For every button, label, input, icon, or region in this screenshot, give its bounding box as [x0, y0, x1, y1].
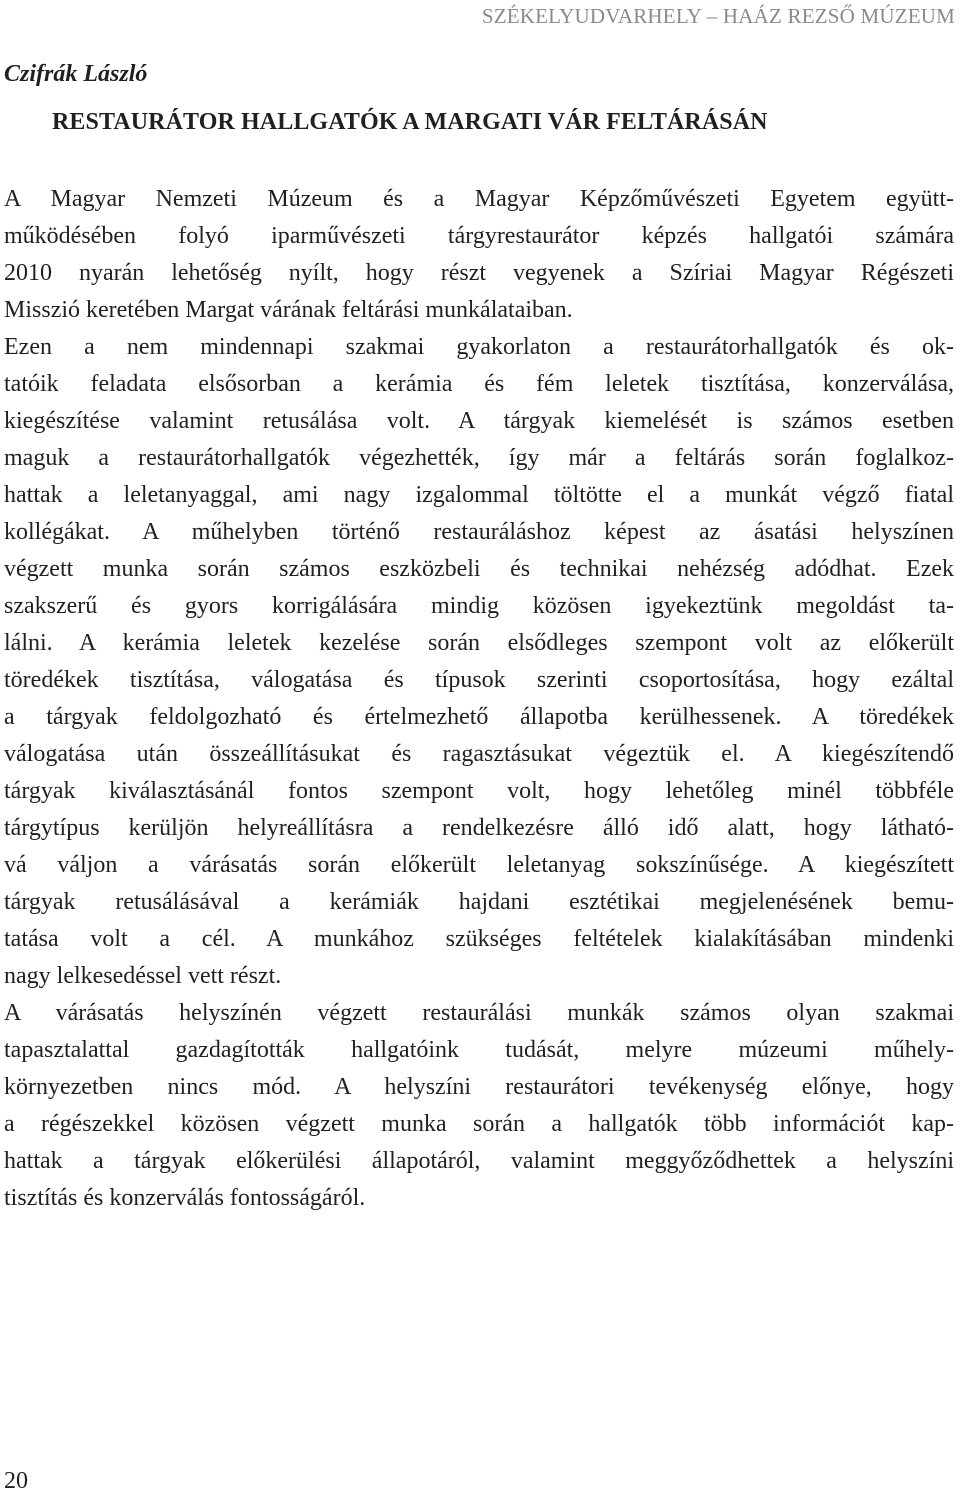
page-number: 20 [4, 1468, 28, 1494]
body-line: tatóik feladata elsősorban a kerámia és fém leletek tisztítása, konzerválása, [4, 371, 954, 397]
body-line: Ezen a nem mindennapi szakmai gyakorlaton a restaurátorhallgatók és ok- [4, 334, 954, 360]
article-title: RESTAURÁTOR HALLGATÓK A MARGATI VÁR FELTÁRÁSÁN [52, 109, 768, 135]
body-line: válogatása után összeállításukat és ragasztásukat végeztük el. A kiegészítendő [4, 741, 954, 767]
body-line: hattak a leletanyaggal, ami nagy izgalommal töltötte el a munkát végző fiatal [4, 482, 954, 508]
body-line: 2010 nyarán lehetőség nyílt, hogy részt vegyenek a Szíriai Magyar Régészeti [4, 260, 954, 286]
body-line: vá váljon a várásatás során előkerült leletanyag sokszínűsége. A kiegészített [4, 852, 954, 878]
body-line: működésében folyó iparművészeti tárgyrestaurátor képzés hallgatói számára [4, 223, 954, 249]
body-line: töredékek tisztítása, válogatása és típusok szerinti csoportosítása, hogy ezáltal [4, 667, 954, 693]
body-line: kollégákat. A műhelyben történő restauráláshoz képest az ásatási helyszínen [4, 519, 954, 545]
article-body [4, 181, 954, 1217]
body-line: A Magyar Nemzeti Múzeum és a Magyar Képzőművészeti Egyetem együtt- [4, 186, 954, 212]
body-line: tárgyak retusálásával a kerámiák hajdani esztétikai megjelenésének bemu- [4, 889, 954, 915]
body-line: nagy lelkesedéssel vett részt. [4, 963, 282, 989]
body-line: tárgytípus kerüljön helyreállításra a rendelkezésre álló idő alatt, hogy látható- [4, 815, 954, 841]
article-author: Czifrák László [4, 61, 148, 87]
body-line: a régészekkel közösen végzett munka során a hallgatók több információt kap- [4, 1111, 954, 1137]
body-line: környezetben nincs mód. A helyszíni restaurátori tevékenység előnye, hogy [4, 1074, 954, 1100]
body-line: tatása volt a cél. A munkához szükséges feltételek kialakításában mindenki [4, 926, 954, 952]
body-line: A várásatás helyszínén végzett restaurálási munkák számos olyan szakmai [4, 1000, 954, 1026]
body-line: kiegészítése valamint retusálása volt. A tárgyak kiemelését is számos esetben [4, 408, 954, 434]
body-line: Misszió keretében Margat várának feltárási munkálataiban. [4, 297, 573, 323]
body-line: tapasztalattal gazdagították hallgatóink tudását, melyre múzeumi műhely- [4, 1037, 954, 1063]
body-line: végzett munka során számos eszközbeli és technikai nehézség adódhat. Ezek [4, 556, 954, 582]
body-line: maguk a restaurátorhallgatók végezhették, így már a feltárás során foglalkoz- [4, 445, 954, 471]
body-line: hattak a tárgyak előkerülési állapotáról, valamint meggyőződhettek a helyszíni [4, 1148, 954, 1174]
body-line: tárgyak kiválasztásánál fontos szempont volt, hogy lehetőleg minél többféle [4, 778, 954, 804]
body-line: tisztítás és konzerválás fontosságáról. [4, 1185, 366, 1211]
body-line: szakszerű és gyors korrigálására mindig közösen igyekeztünk megoldást ta- [4, 593, 954, 619]
body-line: a tárgyak feldolgozható és értelmezhető állapotba kerülhessenek. A töredékek [4, 704, 954, 730]
running-header: SZÉKELYUDVARHELY – HAÁZ REZSŐ MÚZEUM [481, 4, 955, 28]
body-line: lálni. A kerámia leletek kezelése során elsődleges szempont volt az előkerült [4, 630, 954, 656]
